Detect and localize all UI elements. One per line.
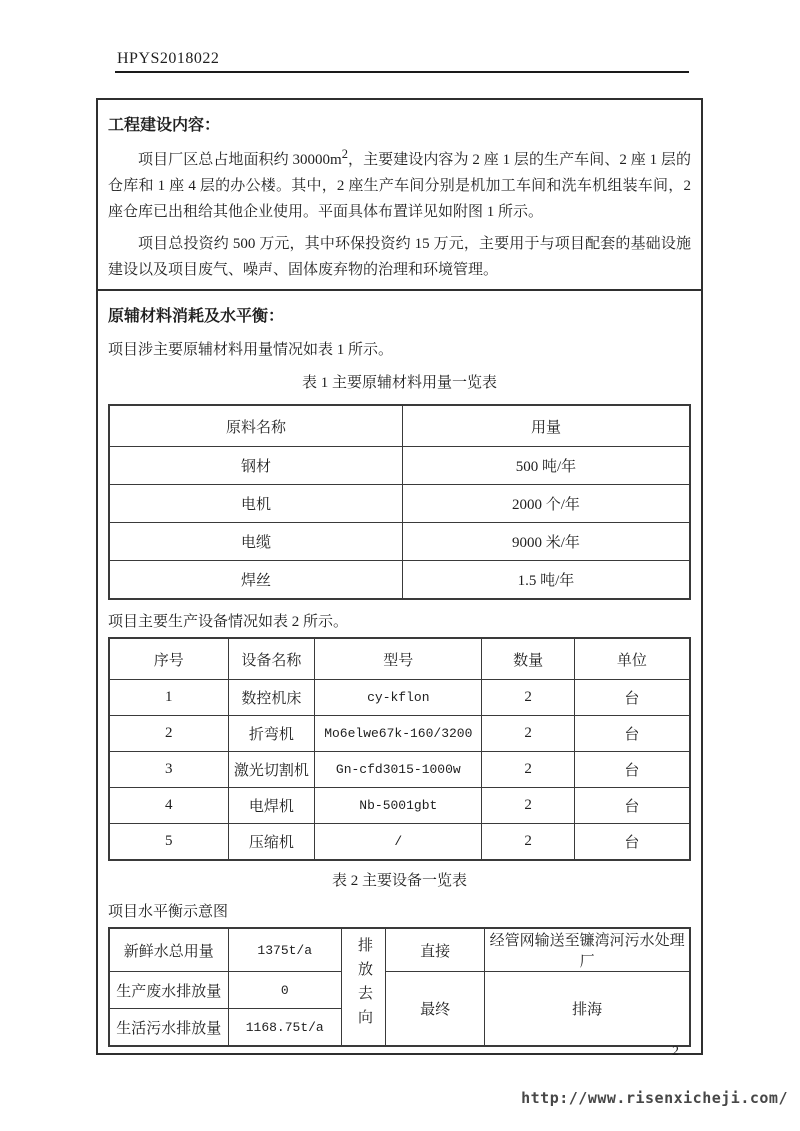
construction-section-title: 工程建设内容： <box>108 117 221 134</box>
section-materials <box>98 291 701 1053</box>
table-row <box>109 716 690 752</box>
index-cell: 4 <box>109 788 228 824</box>
quantity-cell: 2 <box>482 752 574 788</box>
direct-discharge-value-cell: 经管网输送至镰湾河污水处理厂 <box>485 928 690 972</box>
water-label-cell: 生产废水排放量 <box>109 972 228 1009</box>
unit-cell: 台 <box>574 716 690 752</box>
quantity-cell: 2 <box>482 680 574 716</box>
materials-section-title: 原辅材料消耗及水平衡： <box>108 308 285 325</box>
table-row <box>109 485 690 523</box>
table-row <box>109 928 690 972</box>
quantity-header: 数量 <box>482 638 574 680</box>
index-cell: 1 <box>109 680 228 716</box>
table-row <box>109 824 690 861</box>
table-row <box>109 447 690 485</box>
header-rule <box>115 71 689 73</box>
materials-table <box>108 404 691 600</box>
table-row <box>109 788 690 824</box>
table-row <box>109 561 690 600</box>
model-cell: cy-kflon <box>315 680 482 716</box>
quantity-cell: 2 <box>482 788 574 824</box>
table-header-row <box>109 638 690 680</box>
paragraph-text: 项目厂区总占地面积约 30000m <box>138 152 342 168</box>
material-name-cell: 电缆 <box>109 523 402 561</box>
table-row <box>109 523 690 561</box>
final-discharge-label-cell: 最终 <box>386 972 485 1047</box>
page-number: 2 <box>672 1044 679 1059</box>
material-name-cell: 电机 <box>109 485 402 523</box>
quantity-cell: 2 <box>482 824 574 861</box>
device-name-cell: 压缩机 <box>228 824 315 861</box>
index-cell: 3 <box>109 752 228 788</box>
index-cell: 2 <box>109 716 228 752</box>
construction-paragraph-1 <box>108 141 691 225</box>
device-name-cell: 电焊机 <box>228 788 315 824</box>
water-balance-title: 项目水平衡示意图 <box>108 904 229 920</box>
unit-header: 单位 <box>574 638 690 680</box>
table-row <box>109 680 690 716</box>
report-content-box <box>96 98 703 1055</box>
model-cell: Mo6elwe67k-160/3200 <box>315 716 482 752</box>
device-name-cell: 激光切割机 <box>228 752 315 788</box>
water-label-cell: 新鲜水总用量 <box>109 928 228 972</box>
material-name-header: 原料名称 <box>109 405 402 447</box>
superscript: 2 <box>341 147 348 161</box>
model-cell: Nb-5001gbt <box>315 788 482 824</box>
usage-cell: 1.5 吨/年 <box>402 561 690 600</box>
paragraph-text: ，主要建设内容为 2 座 1 层的生产车间、2 座 1 层的仓库和 1 座 4 层的办公楼。其中，2 座生产车间分别是机加工车间和洗车机组装车间，2 座仓库已出租给其他企业使用。平面具体布置详见如附图 1 所示。 <box>108 152 691 220</box>
model-cell: / <box>315 824 482 861</box>
construction-paragraph-2: 项目总投资约 500 万元，其中环保投资约 15 万元，主要用于与项目配套的基础设施建设以及项目废气、噪声、固体废弃物的治理和环境管理。 <box>108 236 691 278</box>
model-header: 型号 <box>315 638 482 680</box>
equipment-intro-text: 项目主要生产设备情况如表 2 所示。 <box>108 614 349 630</box>
quantity-cell: 2 <box>482 716 574 752</box>
water-label-cell: 生活污水排放量 <box>109 1009 228 1047</box>
index-cell: 5 <box>109 824 228 861</box>
unit-cell: 台 <box>574 788 690 824</box>
material-name-cell: 钢材 <box>109 447 402 485</box>
material-name-cell: 焊丝 <box>109 561 402 600</box>
equipment-table-caption: 表 2 主要设备一览表 <box>331 873 467 889</box>
final-discharge-value-cell: 排海 <box>485 972 690 1047</box>
direct-discharge-label-cell: 直接 <box>386 928 485 972</box>
discharge-direction-vertical-text: 排放去向 <box>355 936 372 1033</box>
unit-cell: 台 <box>574 680 690 716</box>
water-value-cell: 1375t/a <box>228 928 341 972</box>
device-name-header: 设备名称 <box>228 638 315 680</box>
table-row <box>109 752 690 788</box>
water-balance-table <box>108 927 691 1047</box>
report-number: HPYS2018022 <box>117 50 220 67</box>
usage-header: 用量 <box>402 405 690 447</box>
materials-table-caption: 表 1 主要原辅材料用量一览表 <box>301 375 497 391</box>
table-row <box>109 972 690 1009</box>
water-value-cell: 1168.75t/a <box>228 1009 341 1047</box>
usage-cell: 2000 个/年 <box>402 485 690 523</box>
watermark-url: http://www.risenxicheji.com/ <box>521 1089 788 1107</box>
materials-intro-text: 项目涉主要原辅材料用量情况如表 1 所示。 <box>108 342 394 358</box>
usage-cell: 9000 米/年 <box>402 523 690 561</box>
table-header-row <box>109 405 690 447</box>
usage-cell: 500 吨/年 <box>402 447 690 485</box>
discharge-direction-cell <box>341 928 385 1046</box>
water-value-cell: 0 <box>228 972 341 1009</box>
equipment-table <box>108 637 691 861</box>
index-header: 序号 <box>109 638 228 680</box>
device-name-cell: 折弯机 <box>228 716 315 752</box>
section-construction <box>98 100 701 291</box>
unit-cell: 台 <box>574 824 690 861</box>
model-cell: Gn-cfd3015-1000w <box>315 752 482 788</box>
device-name-cell: 数控机床 <box>228 680 315 716</box>
unit-cell: 台 <box>574 752 690 788</box>
